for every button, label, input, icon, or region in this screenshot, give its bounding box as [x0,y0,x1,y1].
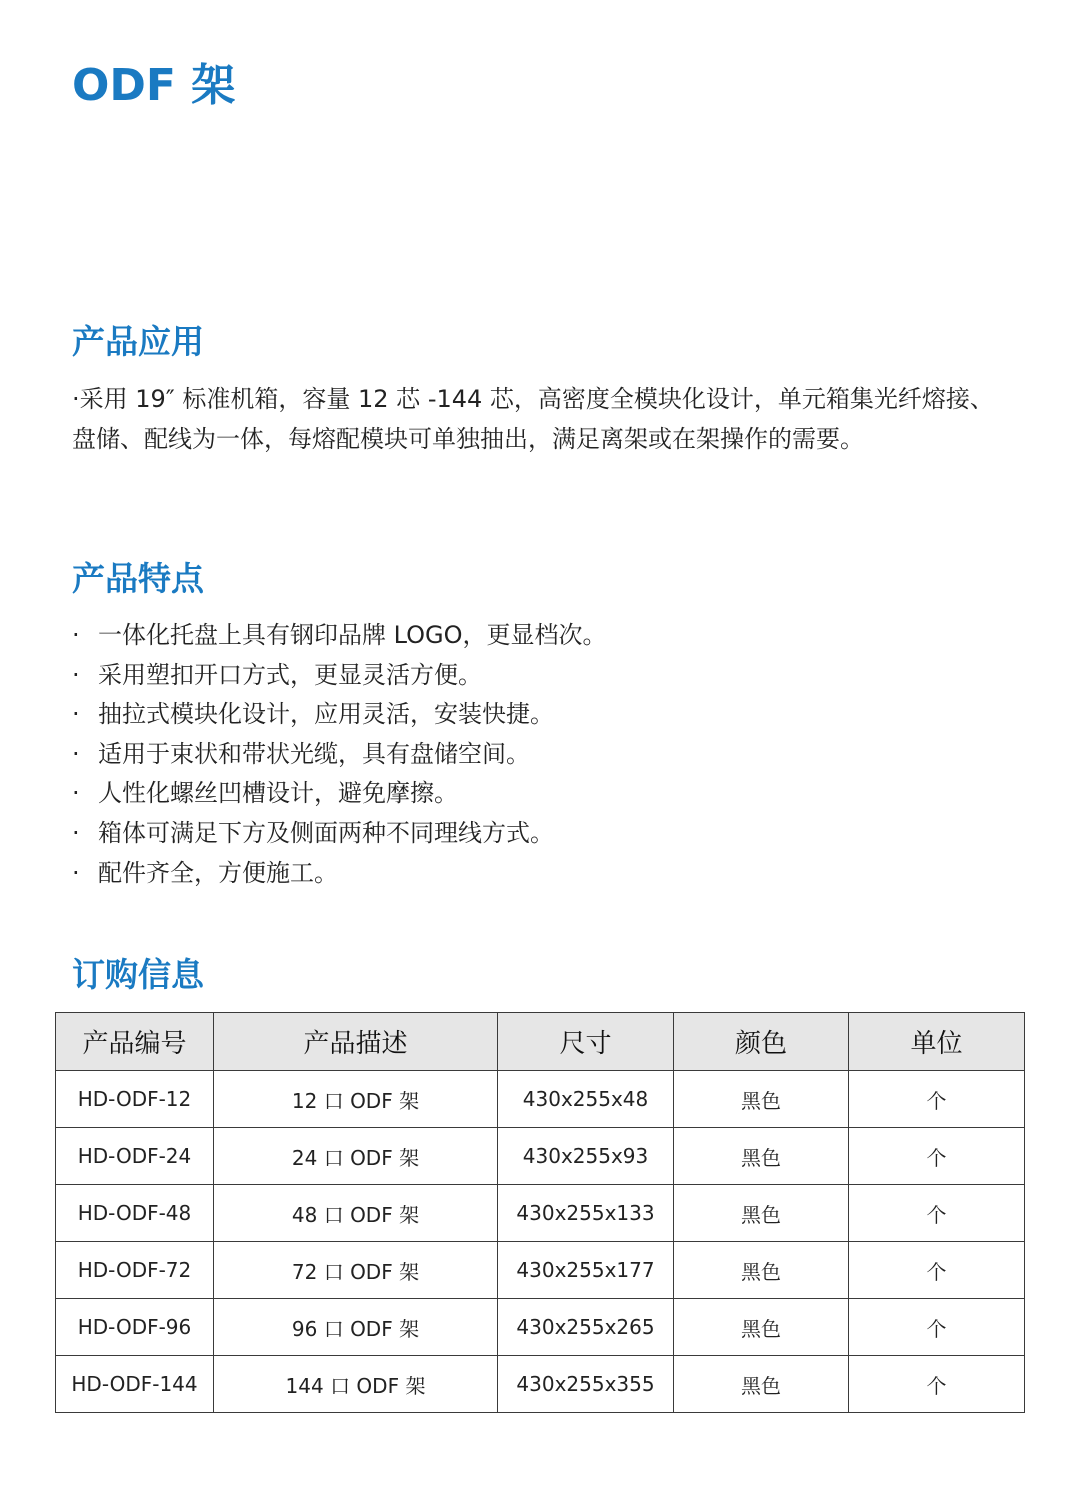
cell-description: 72 口 ODF 架 [214,1242,498,1299]
cell-size: 430x255x177 [498,1242,674,1299]
cell-color: 黑色 [674,1128,849,1185]
feature-item [72,656,1012,696]
feature-item [72,814,1012,854]
cell-description: 144 口 ODF 架 [214,1356,498,1413]
feature-item [72,854,1012,894]
table-row [56,1128,1025,1185]
feature-text: 配件齐全，方便施工。 [98,858,338,887]
header-size: 尺寸 [498,1013,674,1071]
cell-unit: 个 [849,1356,1025,1413]
feature-text: 箱体可满足下方及侧面两种不同理线方式。 [98,818,554,847]
bullet-mark: · [72,700,80,729]
feature-text: 一体化托盘上具有钢印品牌 LOGO，更显档次。 [98,621,607,649]
table-header-row [56,1013,1025,1071]
feature-text: 人性化螺丝凹槽设计，避免摩擦。 [98,779,458,808]
header-unit: 单位 [849,1013,1025,1071]
cell-size: 430x255x133 [498,1185,674,1242]
table-row [56,1299,1025,1356]
feature-text: 适用于束状和带状光缆，具有盘储空间。 [98,739,530,768]
cell-description: 12 口 ODF 架 [214,1071,498,1128]
cell-unit: 个 [849,1242,1025,1299]
cell-description: 96 口 ODF 架 [214,1299,498,1356]
cell-product-code: HD-ODF-12 [56,1071,214,1128]
bullet-mark: · [72,660,80,689]
cell-color: 黑色 [674,1071,849,1128]
cell-product-code: HD-ODF-24 [56,1128,214,1185]
header-description: 产品描述 [214,1013,498,1071]
feature-text: 抽拉式模块化设计，应用灵活，安装快捷。 [98,700,554,729]
feature-item [72,695,1012,735]
cell-color: 黑色 [674,1299,849,1356]
cell-color: 黑色 [674,1242,849,1299]
cell-color: 黑色 [674,1185,849,1242]
cell-product-code: HD-ODF-48 [56,1185,214,1242]
cell-unit: 个 [849,1071,1025,1128]
table-row [56,1356,1025,1413]
table-row [56,1242,1025,1299]
feature-text: 采用塑扣开口方式，更显灵活方便。 [98,660,482,689]
cell-size: 430x255x48 [498,1071,674,1128]
cell-product-code: HD-ODF-72 [56,1242,214,1299]
feature-item [72,735,1012,775]
page-title: ODF 架 [72,60,236,111]
bullet-mark: · [72,621,80,649]
order-table [55,1012,1025,1413]
cell-unit: 个 [849,1185,1025,1242]
cell-unit: 个 [849,1299,1025,1356]
table-row [56,1071,1025,1128]
cell-product-code: HD-ODF-144 [56,1356,214,1413]
application-heading: 产品应用 [72,322,204,361]
features-list [72,616,1012,893]
order-heading: 订购信息 [72,955,204,994]
cell-description: 24 口 ODF 架 [214,1128,498,1185]
cell-product-code: HD-ODF-96 [56,1299,214,1356]
header-product-code: 产品编号 [56,1013,214,1071]
table-row [56,1185,1025,1242]
cell-size: 430x255x265 [498,1299,674,1356]
bullet-mark: · [72,779,80,808]
feature-item [72,616,1012,656]
cell-color: 黑色 [674,1356,849,1413]
cell-unit: 个 [849,1128,1025,1185]
feature-item [72,774,1012,814]
cell-description: 48 口 ODF 架 [214,1185,498,1242]
header-color: 颜色 [674,1013,849,1071]
features-heading: 产品特点 [72,559,204,598]
cell-size: 430x255x93 [498,1128,674,1185]
application-text: ·采用 19″ 标准机箱，容量 12 芯 -144 芯，高密度全模块化设计，单元箱集光纤熔接、 盘储、配线为一体，每熔配模块可单独抽出，满足离架或在架操作的需要。 [72,385,994,453]
bullet-mark: · [72,858,80,887]
cell-size: 430x255x355 [498,1356,674,1413]
bullet-mark: · [72,818,80,847]
bullet-mark: · [72,739,80,768]
